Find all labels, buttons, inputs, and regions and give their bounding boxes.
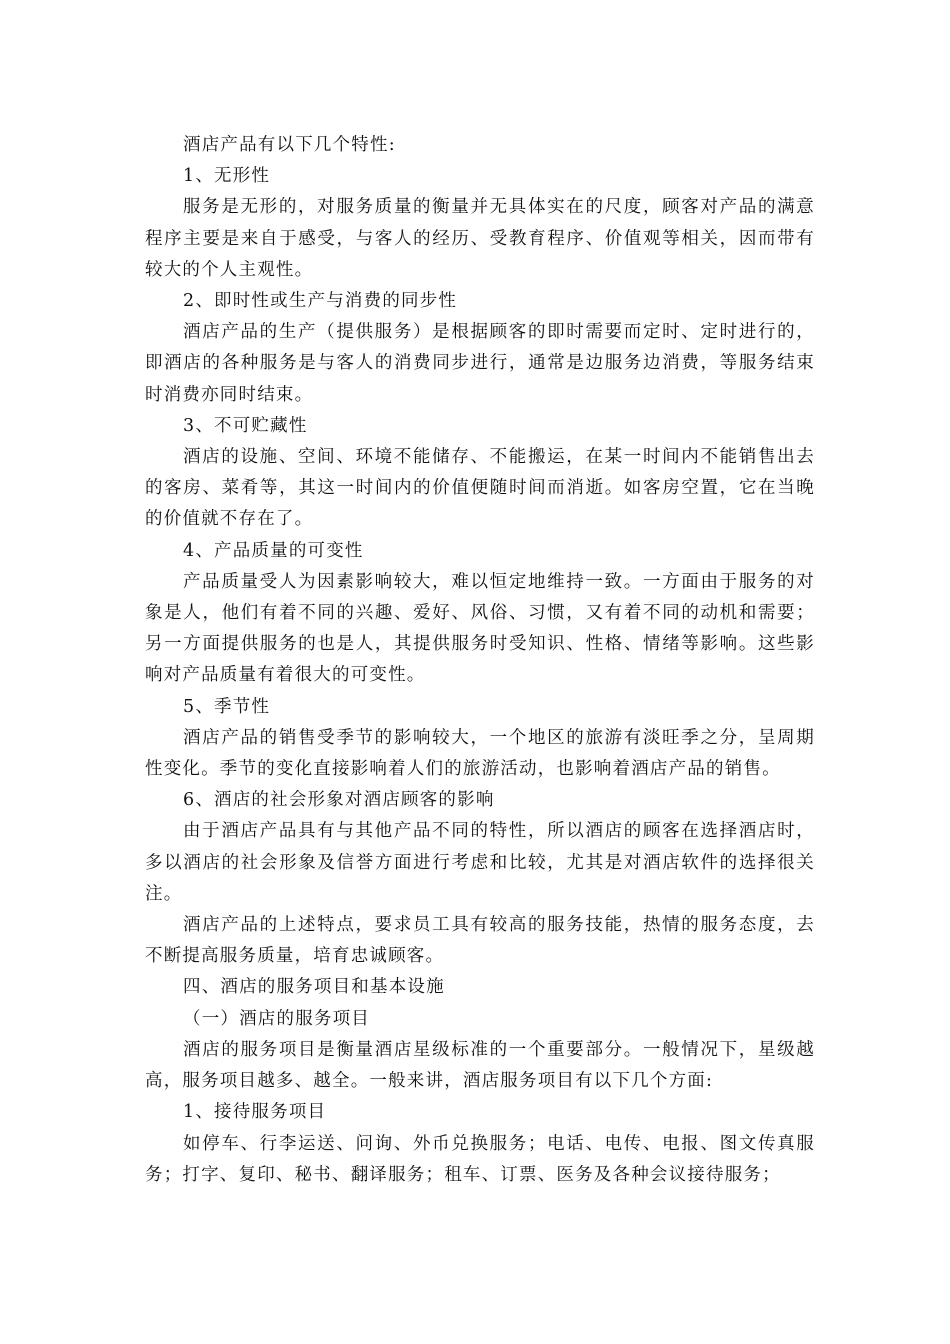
paragraph-perishability: 酒店的设施、空间、环境不能储存、不能搬运，在某一时间内不能销售出去的客房、菜肴等，其这一时间内的价值便随时间而消逝。如客房空置，它在当晚的价值就不存在了。 [145, 447, 815, 530]
paragraph-variability: 产品质量受人为因素影响较大，难以恒定地维持一致。一方面由于服务的对象是人，他们有着不同的兴趣、爱好、风俗、习惯，又有着不同的动机和需要；另一方面提供服务的也是人，其提供服务时受知识、性格、情绪等影响。这些影响对产品质量有着很大的可变性。 [145, 571, 815, 686]
paragraph-seasonality: 酒店产品的销售受季节的影响较大，一个地区的旅游有淡旺季之分，呈周期性变化。季节的变化直接影响着人们的旅游活动，也影响着酒店产品的销售。 [145, 727, 815, 780]
heading-intangibility: 1、无形性 [183, 166, 271, 187]
subsection-heading-services: （一）酒店的服务项目 [183, 1008, 370, 1029]
paragraph-reception-services: 如停车、行李运送、问询、外币兑换服务；电话、电传、电报、图文传真服务；打字、复印、秘书、翻译服务；租车、订票、医务及各种会议接待服务； [145, 1133, 815, 1185]
heading-seasonality: 5、季节性 [183, 696, 271, 717]
intro-line: 酒店产品有以下几个特性: [183, 135, 396, 155]
paragraph-summary: 酒店产品的上述特点，要求员工具有较高的服务技能，热情的服务态度，去不断提高服务质量，培育忠诚顾客。 [145, 915, 815, 967]
heading-perishability: 3、不可贮藏性 [183, 415, 308, 436]
heading-simultaneity: 2、即时性或生产与消费的同步性 [183, 291, 458, 312]
heading-reception-services: 1、接待服务项目 [183, 1102, 327, 1123]
paragraph-services-intro: 酒店的服务项目是衡量酒店星级标准的一个重要部分。一般情况下，星级越高，服务项目越多、越全。一般来讲，酒店服务项目有以下几个方面: [145, 1039, 815, 1092]
paragraph-intangibility: 服务是无形的，对服务质量的衡量并无具体实在的尺度，顾客对产品的满意程序主要是来自于感受，与客人的经历、受教育程序、价值观等相关，因而带有较大的个人主观性。 [145, 197, 815, 280]
heading-social-image: 6、酒店的社会形象对酒店顾客的影响 [183, 790, 495, 811]
section-heading-services: 四、酒店的服务项目和基本设施 [183, 977, 445, 998]
document-page [145, 130, 815, 1191]
heading-variability: 4、产品质量的可变性 [183, 540, 364, 561]
paragraph-simultaneity: 酒店产品的生产（提供服务）是根据顾客的即时需要而定时、定时进行的，即酒店的各种服务是与客人的消费同步进行，通常是边服务边消费，等服务结束时消费亦同时结束。 [145, 322, 815, 405]
paragraph-social-image: 由于酒店产品具有与其他产品不同的特性，所以酒店的顾客在选择酒店时，多以酒店的社会形象及信誉方面进行考虑和比较，尤其是对酒店软件的选择很关注。 [145, 821, 815, 904]
